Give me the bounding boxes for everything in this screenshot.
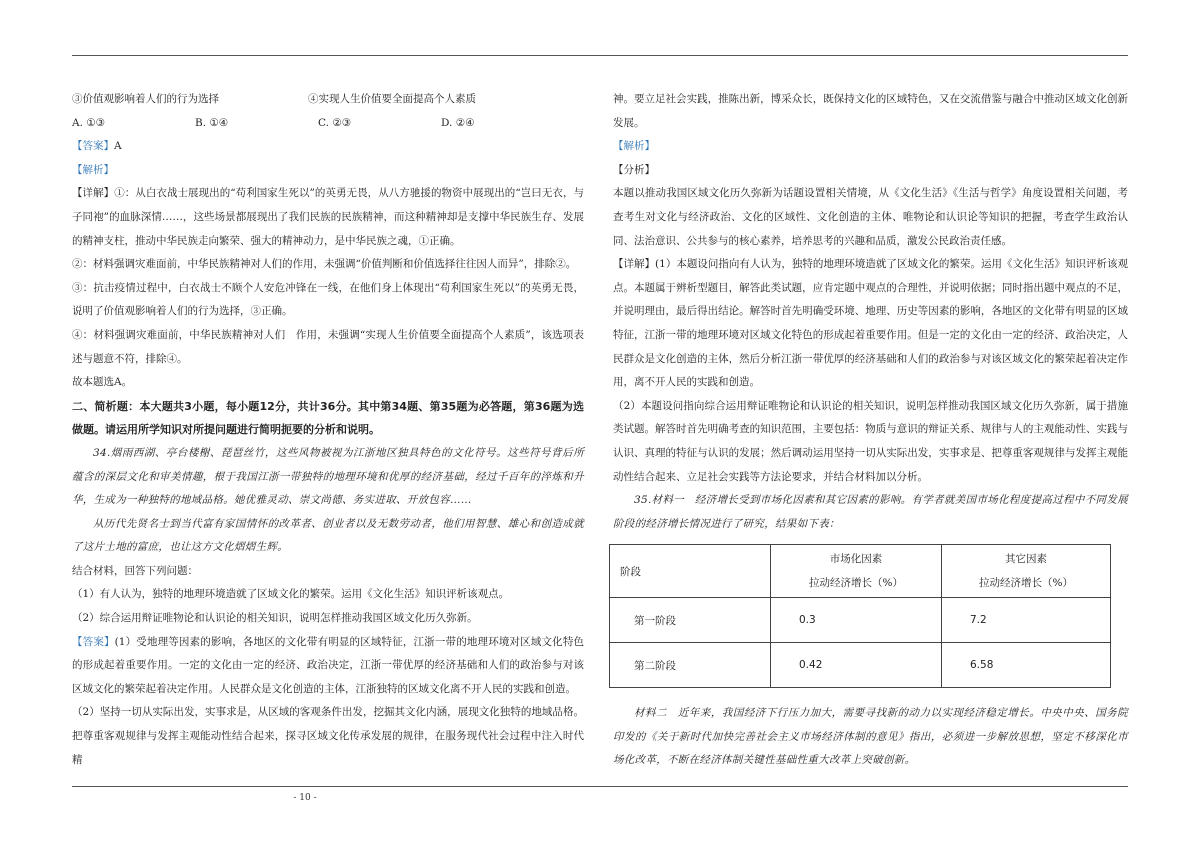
detail-right-1 [613, 253, 1128, 395]
row2-stage: 第二阶段 [610, 643, 771, 688]
footer-rule [72, 786, 1128, 787]
statement-4: ④实现人生价值要全面提高个人素质 [308, 93, 476, 105]
statement-3: ③价值观影响着人们的行为选择 [72, 93, 219, 105]
detail-1-text: ①：从白衣战士展现出的“苟利国家生死以”的英勇无畏，从八方驰援的物资中展现出的“岂曰无衣，与子同袍”的血脉深情……，这些场景都展现出了我们民族的民族精神，而这种精神却是支撑中华民族生存、发展的精神支柱，推动中华民族走向繁荣、强大的精神动力，是中华民族之魂，①正确。 [72, 187, 585, 247]
detail-right-1-text: (1）本题设问指向有人认为，独特的地理环境造就了区域文化的繁荣。运用《文化生活》知识评析该观点。本题属于辨析型题目，解答此类试题，应肯定题中观点的合理性，并说明依据；同时指出题中观点的不足，并说明理由，最后得出结论。解答时首先明确受环境、地理、历史等因素的影响，各地区的文化带有明显的区域特征，江浙一带的地理环境对区域文化特色的形成起着重要作用。但是一定的文化由一定的经济、政治决定，人民群众是文化创造的主体，然后分析江浙一带优厚的经济基础和人们的政治参与对该区域文化的繁荣起着决定作用，离不开人民的实践和创造。 [613, 258, 1129, 389]
left-column [72, 88, 584, 772]
row2-market: 0.42 [771, 643, 942, 688]
th-market [771, 545, 942, 598]
right-column [613, 88, 1128, 773]
q35-material-1: 35.材料一 经济增长受到市场化因素和其它因素的影响。有学者就美国市场化程度提高过程中不同发展阶段的经济增长情况进行了研究，结果如下表： [613, 494, 1128, 530]
section-heading: 二、简析题：本大题共3小题，每小题12分，共计36分。其中第34题、第35题为必答题，第36题为选做题。请运用所学知识对所提问题进行简明扼要的分析和说明。 [72, 399, 584, 437]
header-rule [72, 55, 1128, 56]
table-row [610, 598, 1111, 643]
detail-tag: 【详解】 [72, 187, 115, 200]
conclusion: 故本题选A。 [72, 376, 133, 389]
q34-material-2: 从历代先贤名士到当代富有家国情怀的改革者、创业者以及无数劳动者，他们用智慧、雄心和创造成就了这片土地的富庶，也让这方文化熠熠生辉。 [72, 517, 584, 554]
th-other-line1: 其它因素 [1005, 553, 1047, 566]
detail-1 [72, 182, 584, 253]
analysis-tag-right: 【解析】 [613, 140, 655, 153]
th-stage: 阶段 [610, 545, 771, 598]
choice-row [72, 112, 584, 136]
answer-line [72, 135, 584, 159]
row2-other: 6.58 [942, 643, 1111, 688]
th-other-line2: 拉动经济增长（%） [979, 577, 1073, 590]
q34-material-1: 34.烟雨西湖、亭台楼榭、琵琶丝竹，这些风物被视为江浙地区独具特色的文化符号。这些符号背后所蕴含的深层文化和审美情趣，根于我国江浙一带独特的地理环境和优厚的经济基础，经过千百年的淬炼和升华，生成为一种独特的地域品格。她优雅灵动、崇文尚德、务实进取、开放包容…… [72, 446, 584, 507]
q34-answer-1-text: (1）受地理等因素的影响，各地区的文化带有明显的区域特征，江浙一带的地理环境对区域文化特色的形成起着重要作用。一定的文化由一定的经济、政治决定，江浙一带优厚的经济基础和人们的政治参与对该区域文化的繁荣起着决定作用。人民群众是文化创造的主体，江浙独特的区域文化离不开人民的实践和创造。 [72, 635, 585, 695]
detail-2: ②：材料强调灾难面前，中华民族精神对人们的作用，未强调“价值判断和价值选择往往因人而异”，排除②。 [72, 258, 577, 271]
q34-sub-1: （1）有人认为，独特的地理环境造就了区域文化的繁荣。运用《文化生活》知识评析该观点。 [72, 588, 510, 601]
detail-tag-right: 【详解】 [613, 258, 656, 271]
fenxi-text: 本题以推动我国区域文化历久弥新为话题设置相关情境，从《文化生活》《生活与哲学》角度设置相关问题，考查考生对文化与经济政治、文化的区域性、文化创造的主体、唯物论和认识论等知识的把握，考查学生政治认同、法治意识、公共参与的核心素养，培养思考的兴趣和品质，激发公民政治责任感。 [613, 187, 1128, 247]
q35-material-2: 材料二 近年来，我国经济下行压力加大，需要寻找新的动力以实现经济稳定增长。中央中央、国务院印发的《关于新时代加快完善社会主义市场经济体制的意见》指出，必须进一步解放思想，坚定不移深化市场化改革，不断在经济体制关键性基础性重大改革上突破创新。 [613, 707, 1128, 767]
th-market-line2: 拉动经济增长（%） [809, 577, 903, 590]
row1-market: 0.3 [771, 598, 942, 643]
growth-table [609, 544, 1111, 688]
choice-d: D. ②④ [441, 116, 475, 129]
q34-answer-2: （2）坚持一切从实际出发，实事求是，从区域的客观条件出发，挖掘其文化内涵，展现文化独特的地域品格。把尊重客观规律与发挥主观能动性结合起来，探寻区域文化传承发展的规律，在服务现代社会过程中注入时代精 [72, 706, 584, 766]
th-market-line1: 市场化因素 [829, 553, 883, 566]
q34-answer-1 [72, 631, 584, 702]
detail-right-2: （2）本题设问指向综合运用辩证唯物论和认识论的相关知识，说明怎样推动我国区域文化历久弥新，属于措施类试题。解答时首先明确考查的知识范围，主要包括：物质与意识的辩证关系、规律与人的主观能动性、实践与认识、真理的特征与认识的发展；然后调动运用坚持一切从实际出发，实事求是、把尊重客观规律与发挥主观能动性结合起来、立足社会实践等方法论要求，并结合材料加以分析。 [613, 399, 1128, 483]
choice-b: B. ①④ [195, 116, 229, 129]
choice-a: A. ①③ [72, 116, 106, 129]
q34-prompt: 结合材料，回答下列问题： [72, 564, 198, 577]
row1-stage: 第一阶段 [610, 598, 771, 643]
answer-continuation: 神。要立足社会实践，推陈出新，博采众长，既保持文化的区域特色，又在交流借鉴与融合中推动区域文化创新发展。 [613, 93, 1128, 129]
detail-4: ④：材料强调灾难面前，中华民族精神对人们 作用，未强调“实现人生价值要全面提高个人素质”，该选项表述与题意不符，排除④。 [72, 328, 584, 365]
table-header-row [610, 545, 1111, 598]
answer-tag: 【答案】 [72, 140, 114, 153]
detail-3: ③：抗击疫情过程中，白衣战士不顾个人安危冲锋在一线，在他们身上体现出“苟利国家生死以”的英勇无畏，说明了价值观影响着人们的行为选择，③正确。 [72, 281, 584, 318]
table-row [610, 643, 1111, 688]
analysis-tag: 【解析】 [72, 163, 114, 176]
fenxi-tag: 【分析】 [613, 163, 655, 176]
answer-value: A [114, 140, 122, 153]
choice-c: C. ②③ [318, 116, 352, 129]
statement-row [72, 88, 584, 112]
row1-other: 7.2 [942, 598, 1111, 643]
page-number: - 10 - [293, 793, 317, 803]
th-other [942, 545, 1111, 598]
q34-answer-tag: 【答案】 [72, 635, 115, 648]
q34-sub-2: （2）综合运用辩证唯物论和认识论的相关知识，说明怎样推动我国区域文化历久弥新。 [72, 612, 478, 625]
